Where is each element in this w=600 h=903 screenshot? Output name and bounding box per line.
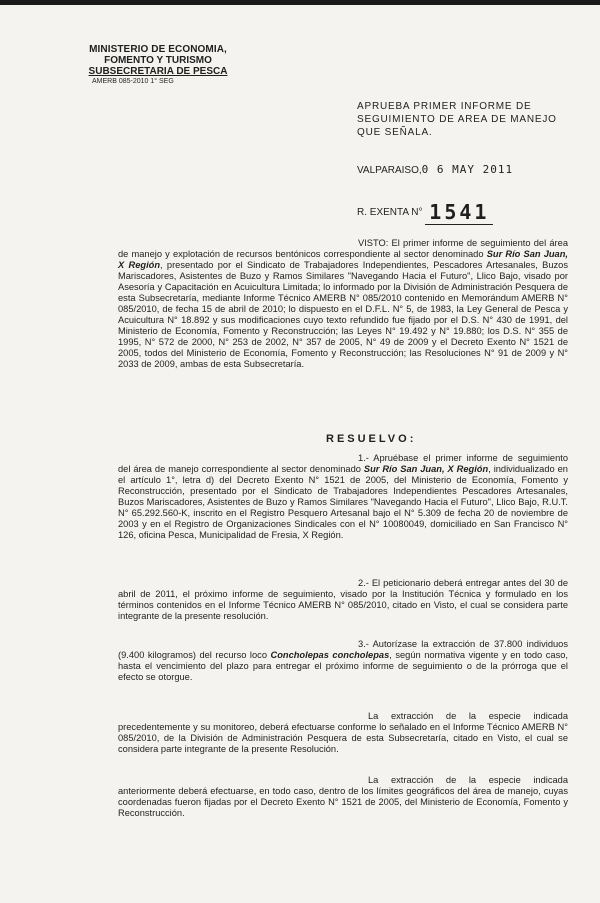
visto-text-1: VISTO: El primer informe de seguimiento del área de manejo y explotación de recursos bentónicos correspondiente al sector denominado — [118, 238, 568, 259]
resuelvo-heading: RESUELVO: — [326, 433, 417, 445]
exenta-label: R. EXENTA N° — [357, 207, 423, 218]
place-date — [357, 163, 513, 176]
visto-text-2: , presentado por el Sindicato de Trabajadores Independientes, Pescadores Artesanales, Buzos Mariscadores, Asistentes de Buzo y Ramos Similares "Navegando Hacia el Futuro", Llico Bajo, visado por Asesoría y Capacitación en Acuicultura Limitada; lo informado por la División de Administración Pesquera de esta Subsecretaría, mediante Informe Técnico AMERB N° 085/2010 contenido en Memorándum AMERB N° 085/2010, de fecha 15 de abril de 2010; lo dispuesto en el D.F.L. N° 5, de 1983, la Ley General de Pesca y Acuicultura N° 18.892 y sus modificaciones cuyo texto refundido fue fijado por el D.S. N° 430 de 1991, del Ministerio de Economía, Fomento y Reconstrucción; las Leyes N° 19.492 y N° 19.880; los D.S. N° 355 de 1995, N° 572 de 2000, N° 253 de 2002, N° 357 de 2005, N° 49 de 2009 y el Decreto Exento N° 1521 de 2005, todos del Ministerio de Economía, Fomento y Reconstrucción; las Resoluciones N° 91 de 2009 y N° 2033 de 2009, ambas de esta Subsecretaría. — [118, 260, 568, 369]
item-3-text-2: , según normativa vigente y en todo caso, hasta el vencimiento del plazo para entregar el próximo informe de seguimiento o de la prórroga que el efecto se otorgue. — [118, 650, 568, 682]
paragraph-4 — [118, 711, 568, 755]
item-3-text-1: 3.- Autorízase la extracción de 37.800 individuos (9.400 kilogramos) del recurso loco — [118, 639, 568, 660]
ministry-subname: FOMENTO Y TURISMO — [104, 55, 212, 66]
paragraph-5-text: La extracción de la especie indicada anteriormente deberá efectuarse, en todo caso, dentro de los límites geográficos del área de manejo, cuyas coordenadas fueron fijadas por el Decreto Exento N° 1521 de 2005, del Ministerio de Economía, Fomento y Reconstrucción. — [118, 775, 568, 818]
item-1-sector: Sur Río San Juan, X Región — [363, 464, 489, 474]
reference-code: AMERB 085-2010 1° SEG — [92, 78, 174, 85]
date-stamp: 0 6 MAY 2011 — [421, 163, 514, 176]
item-2-text: 2.- El peticionario deberá entregar antes del 30 de abril de 2011, el próximo informe de seguimiento, visado por la Institución Técnica y formulado en los términos contenidos en el Informe Técnico AMERB N° 085/2010, citado en Visto, el cual se considera parte integrante de la presente resolución. — [118, 578, 568, 621]
document-title: APRUEBA PRIMER INFORME DE SEGUIMIENTO DE AREA DE MANEJO QUE SEÑALA. — [357, 101, 557, 138]
place-label: VALPARAISO, — [357, 165, 422, 176]
visto-sector: Sur Río San Juan, X Región — [118, 249, 568, 270]
ministry-name: MINISTERIO DE ECONOMIA, — [89, 44, 227, 55]
item-1-text-2: , individualizado en el artículo 1°, letra d) del Decreto Exento N° 1521 de 2005, del Ministerio de Economía, Fomento y Reconstrucción, presentado por el Sindicato de Trabajadores Independientes Pescadores Artesanales, Buzos Mariscadores, Asistentes de Buzo y Ramos Similares "Navegando Hacia el Futuro", Llico Bajo, R.U.T. N° 65.292.560-K, inscrito en el Registro Pesquero Artesanal bajo el N° 5.309 de fecha 20 de noviembre de 2003 y en el Registro de Organizaciones Sindicales con el N° 10080049, domiciliado en San Francisco N° 126, oficina Pesca, Municipalidad de Fresia, X Región. — [118, 464, 568, 540]
scan-edge — [0, 0, 600, 5]
visto-paragraph — [118, 238, 568, 370]
paragraph-4-text: La extracción de la especie indicada precedentemente y su monitoreo, deberá efectuarse conforme lo señalado en el Informe Técnico AMERB N° 085/2010, de la División de Administración Pesquera de esta Subsecretaría, citado en Visto, el cual se considera parte integrante de la presente Resolución. — [118, 711, 568, 754]
letterhead — [78, 44, 238, 86]
item-2-paragraph — [118, 578, 568, 622]
paragraph-5 — [118, 775, 568, 819]
subsecretaria-name: SUBSECRETARIA DE PESCA — [88, 66, 228, 77]
item-3-species: Concholepas concholepas — [270, 650, 390, 660]
item-1-text-1: 1.- Apruébase el primer informe de seguimiento del área de manejo correspondiente al sector denominado — [118, 453, 568, 474]
resolution-number — [357, 196, 493, 224]
item-1-paragraph — [118, 453, 568, 541]
exenta-number: 1541 — [425, 200, 493, 225]
item-3-paragraph — [118, 639, 568, 683]
